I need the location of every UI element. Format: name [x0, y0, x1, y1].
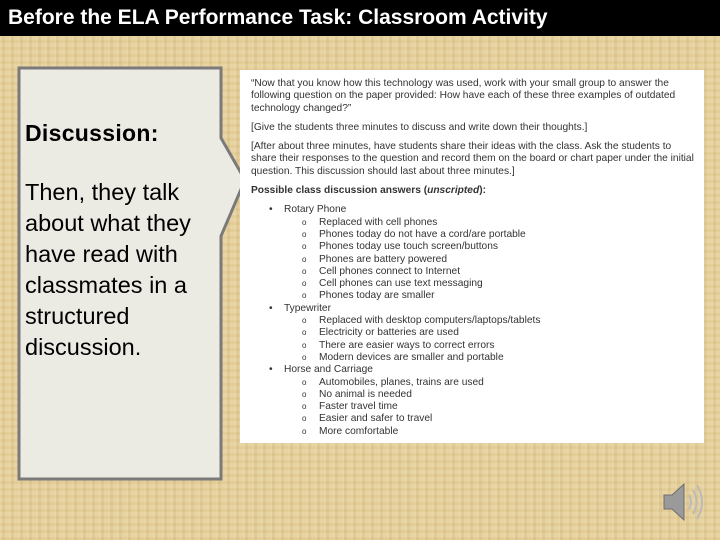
answers-heading-end: ): — [479, 185, 486, 197]
callout-heading: Discussion: — [25, 120, 159, 146]
answer-item: o Electricity or batteries are used — [251, 327, 694, 339]
answer-item: o Replaced with desktop computers/laptops/tablets — [251, 315, 694, 327]
answer-group: • Rotary Phone — [251, 204, 694, 216]
answer-group: • Typewriter — [251, 303, 694, 315]
answer-item: o Cell phones connect to Internet — [251, 266, 694, 278]
doc-paragraph: [Give the students three minutes to discuss and write down their thoughts.] — [251, 121, 588, 133]
doc-paragraph: “Now that you know how this technology was used, work with your small group to answer the following question on the paper provided: How have each of these three examples of outdated technology changed?” — [251, 78, 676, 114]
answer-item: o Phones today do not have a cord/are portable — [251, 229, 694, 241]
answers-heading-italic: unscripted — [427, 185, 480, 197]
document-excerpt — [240, 70, 704, 443]
answer-item: o Phones today are smaller — [251, 290, 694, 302]
answer-group: • Horse and Carriage — [251, 364, 694, 376]
callout-text — [25, 120, 220, 363]
answer-item: o There are easier ways to correct errors — [251, 340, 694, 352]
slide-title: Before the ELA Performance Task: Classroom Activity — [8, 6, 548, 29]
answer-item: o More comfortable — [251, 426, 694, 438]
speaker-icon[interactable] — [660, 478, 708, 526]
answers-list — [251, 204, 694, 438]
answer-item: o Phones today use touch screen/buttons — [251, 241, 694, 253]
doc-paragraph: [After about three minutes, have students share their ideas with the class. Ask the students to share their responses to the question and record them on the board or chart paper under the initial question. This discussion should last about three minutes.] — [251, 141, 694, 177]
answer-item: o Replaced with cell phones — [251, 217, 694, 229]
answer-item: o Cell phones can use text messaging — [251, 278, 694, 290]
answer-item: o Phones are battery powered — [251, 254, 694, 266]
answers-heading-text: Possible class discussion answers ( — [251, 185, 428, 197]
answers-heading — [251, 185, 694, 197]
answer-item: o Automobiles, planes, trains are used — [251, 377, 694, 389]
answer-item: o Modern devices are smaller and portable — [251, 352, 694, 364]
answer-item: o Faster travel time — [251, 401, 694, 413]
answer-item: o No animal is needed — [251, 389, 694, 401]
callout-body: Then, they talk about what they have read with classmates in a structured discussion. — [25, 179, 191, 360]
answer-item: o Easier and safer to travel — [251, 413, 694, 425]
